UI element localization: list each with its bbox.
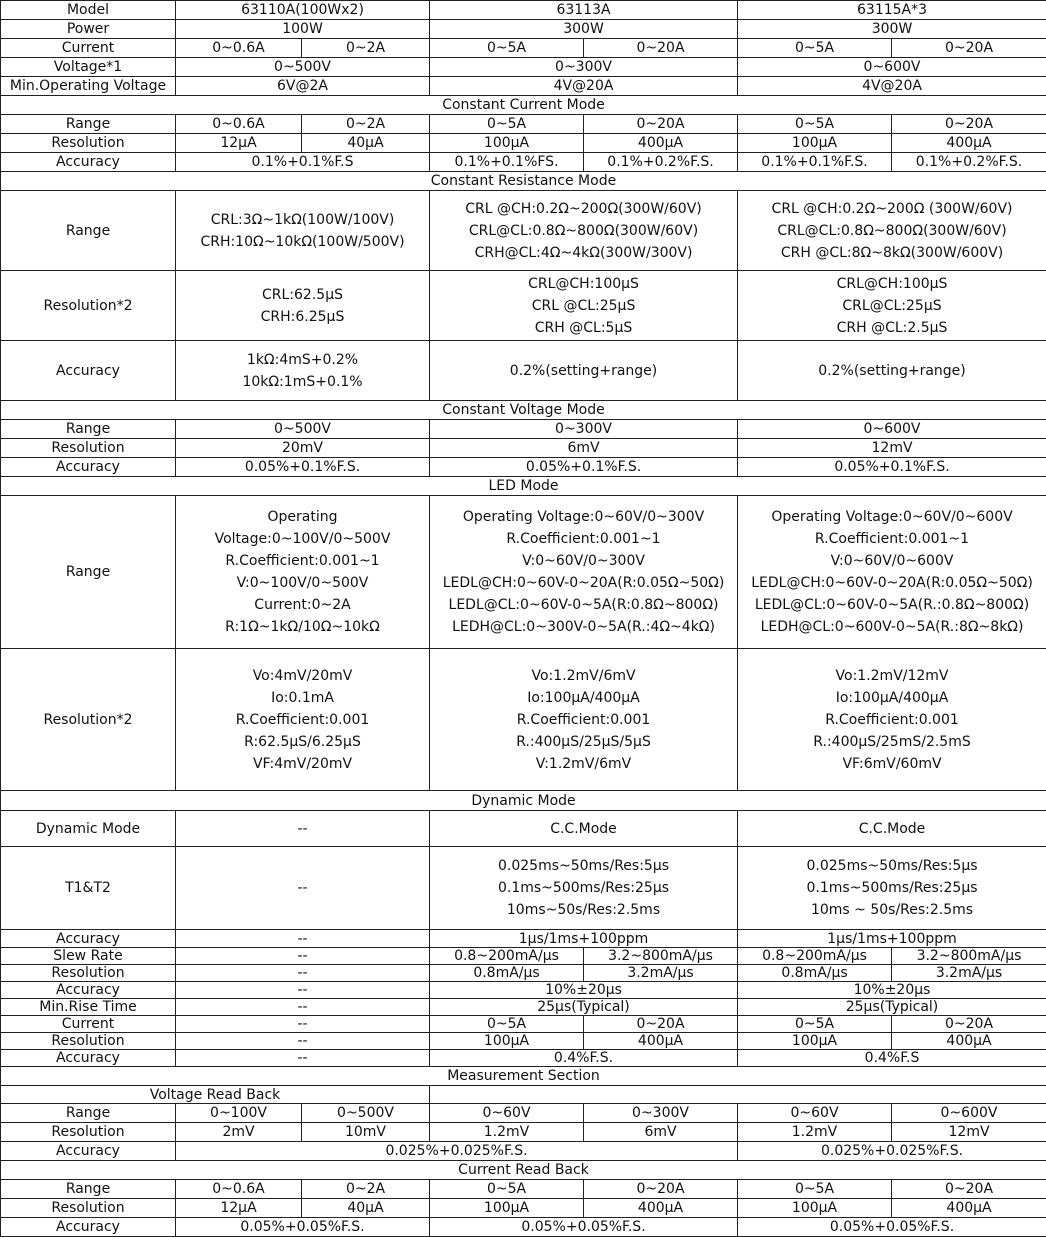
cell-line: R.Coefficient:0.001 xyxy=(178,709,427,731)
table-cell: 0.05%+0.1%F.S. xyxy=(430,458,738,477)
cell-line: R:1Ω~1kΩ/10Ω~10kΩ xyxy=(178,616,427,638)
row-label: T1&T2 xyxy=(1,847,176,930)
table-row xyxy=(1,649,1046,791)
table-row xyxy=(1,1180,1046,1199)
table-row xyxy=(1,1161,1046,1180)
cell-line: LEDL@CL:0~60V-0~5A(R:0.8Ω~800Ω) xyxy=(432,594,735,616)
table-row xyxy=(1,271,1046,341)
table-cell xyxy=(430,847,738,930)
table-row xyxy=(1,847,1046,930)
table-cell: 0.025%+0.025%F.S. xyxy=(738,1142,1046,1161)
table-cell xyxy=(176,496,430,649)
table-cell: 1μs/1ms+100ppm xyxy=(430,930,738,948)
cell-line: V:1.2mV/6mV xyxy=(432,753,735,775)
table-cell: 10%±20μs xyxy=(738,982,1046,999)
row-label: Accuracy xyxy=(1,930,176,948)
table-row xyxy=(1,115,1046,134)
section-heading: LED Mode xyxy=(1,477,1046,496)
row-label: Range xyxy=(1,115,176,134)
table-row xyxy=(1,477,1046,496)
table-cell: 300W xyxy=(738,20,1046,39)
table-cell: 0.05%+0.1%F.S. xyxy=(176,458,430,477)
table-cell: -- xyxy=(176,930,430,948)
table-row xyxy=(1,948,1046,965)
section-heading: Constant Current Mode xyxy=(1,96,1046,115)
table-cell: 0~20A xyxy=(892,39,1046,58)
table-cell: 25μs(Typical) xyxy=(430,999,738,1016)
cell-line: Vo:1.2mV/6mV xyxy=(432,665,735,687)
table-cell: 12μA xyxy=(176,1199,302,1218)
row-label: Resolution*2 xyxy=(1,271,176,341)
table-row xyxy=(1,1142,1046,1161)
table-cell: -- xyxy=(176,1033,430,1050)
table-row xyxy=(1,1,1046,20)
table-cell: 100W xyxy=(176,20,430,39)
row-label: Resolution xyxy=(1,1123,176,1142)
table-cell: -- xyxy=(176,948,430,965)
table-cell: 0~5A xyxy=(430,1180,584,1199)
table-cell: 0~600V xyxy=(738,420,1046,439)
cell-line: 0.1ms~500ms/Res:25μs xyxy=(740,877,1044,899)
table-cell: 4V@20A xyxy=(738,77,1046,96)
table-cell: 12mV xyxy=(738,439,1046,458)
cell-line: V:0~60V/0~300V xyxy=(432,550,735,572)
table-cell: 0~20A xyxy=(892,1180,1046,1199)
table-cell: 63115A*3 xyxy=(738,1,1046,20)
table-row xyxy=(1,172,1046,191)
table-cell: 300W xyxy=(430,20,738,39)
row-label: Range xyxy=(1,1104,176,1123)
table-cell: 0.05%+0.1%F.S. xyxy=(738,458,1046,477)
cell-line: LEDL@CH:0~60V-0~20A(R:0.05Ω~50Ω) xyxy=(740,572,1044,594)
row-label: Accuracy xyxy=(1,1142,176,1161)
table-cell: 100μA xyxy=(430,1033,584,1050)
table-row xyxy=(1,1104,1046,1123)
cell-line: CRL:3Ω~1kΩ(100W/100V) xyxy=(178,209,427,231)
table-cell: 0.8~200mA/μs xyxy=(430,948,584,965)
row-label: Accuracy xyxy=(1,1050,176,1067)
table-row xyxy=(1,191,1046,271)
row-label: Accuracy xyxy=(1,982,176,999)
row-label: Accuracy xyxy=(1,1218,176,1237)
row-label: Min.Rise Time xyxy=(1,999,176,1016)
cell-line: Io:100μA/400μA xyxy=(740,687,1044,709)
table-cell: 400μA xyxy=(584,1033,738,1050)
table-cell: 10%±20μs xyxy=(430,982,738,999)
table-row xyxy=(1,1123,1046,1142)
cell-line: 0.025ms~50ms/Res:5μs xyxy=(432,855,735,877)
section-heading: Constant Voltage Mode xyxy=(1,401,1046,420)
table-row xyxy=(1,1033,1046,1050)
cell-line: R.:400μS/25μS/5μS xyxy=(432,731,735,753)
row-label: Model xyxy=(1,1,176,20)
table-cell: 0~0.6A xyxy=(176,115,302,134)
table-cell: 400μA xyxy=(584,134,738,153)
cell-line: Operating xyxy=(178,506,427,528)
table-cell: 0~2A xyxy=(302,115,430,134)
table-cell: 0~20A xyxy=(892,115,1046,134)
cell-line: Voltage:0~100V/0~500V xyxy=(178,528,427,550)
table-cell: 0.8~200mA/μs xyxy=(738,948,892,965)
row-label: Range xyxy=(1,1180,176,1199)
table-cell: 0~60V xyxy=(430,1104,584,1123)
table-cell xyxy=(430,271,738,341)
table-row xyxy=(1,930,1046,948)
cell-line: CRL:62.5μS xyxy=(178,284,427,306)
table-row xyxy=(1,1218,1046,1237)
table-cell: 0~20A xyxy=(584,1180,738,1199)
table-cell: -- xyxy=(176,999,430,1016)
row-label: Accuracy xyxy=(1,341,176,401)
table-cell: 0.1%+0.2%F.S. xyxy=(584,153,738,172)
row-label: Slew Rate xyxy=(1,948,176,965)
table-cell: 0.1%+0.1%F.S xyxy=(176,153,430,172)
cell-line: R.Coefficient:0.001 xyxy=(432,709,735,731)
table-cell: 0~2A xyxy=(302,1180,430,1199)
table-cell: 0~300V xyxy=(584,1104,738,1123)
table-cell: 1μs/1ms+100ppm xyxy=(738,930,1046,948)
cell-line: CRL@CL:0.8Ω~800Ω(300W/60V) xyxy=(740,220,1044,242)
table-cell: 0~2A xyxy=(302,39,430,58)
table-cell: 0~300V xyxy=(430,420,738,439)
table-cell: 0.2%(setting+range) xyxy=(738,341,1046,401)
table-cell: 0~5A xyxy=(430,39,584,58)
table-cell: 0.1%+0.2%F.S. xyxy=(892,153,1046,172)
table-row xyxy=(1,401,1046,420)
table-cell: -- xyxy=(176,811,430,847)
table-row xyxy=(1,1086,1046,1104)
cell-line: CRL @CL:25μS xyxy=(432,295,735,317)
row-label: Current xyxy=(1,39,176,58)
table-cell: 0.05%+0.05%F.S. xyxy=(176,1218,430,1237)
table-row xyxy=(1,420,1046,439)
row-label: Range xyxy=(1,420,176,439)
table-cell: 0.1%+0.1%F.S. xyxy=(738,153,892,172)
table-cell: 400μA xyxy=(892,1033,1046,1050)
spec-table-body xyxy=(1,1,1046,1237)
row-label: Min.Operating Voltage xyxy=(1,77,176,96)
table-cell: 10mV xyxy=(302,1123,430,1142)
table-cell: 0.4%F.S. xyxy=(430,1050,738,1067)
table-cell: 100μA xyxy=(738,1199,892,1218)
table-cell: 0~500V xyxy=(302,1104,430,1123)
table-row xyxy=(1,341,1046,401)
table-row xyxy=(1,811,1046,847)
table-row xyxy=(1,58,1046,77)
table-cell: 0.1%+0.1%FS. xyxy=(430,153,584,172)
cell-line: 10kΩ:1mS+0.1% xyxy=(178,371,427,393)
table-row xyxy=(1,439,1046,458)
table-cell: 0.4%F.S xyxy=(738,1050,1046,1067)
table-cell: 12μA xyxy=(176,134,302,153)
table-cell: C.C.Mode xyxy=(738,811,1046,847)
table-cell: 0~600V xyxy=(738,58,1046,77)
table-cell: 0~100V xyxy=(176,1104,302,1123)
table-cell: 0~5A xyxy=(738,115,892,134)
table-cell xyxy=(738,496,1046,649)
table-cell: 0~5A xyxy=(738,1016,892,1033)
cell-line: LEDL@CH:0~60V-0~20A(R:0.05Ω~50Ω) xyxy=(432,572,735,594)
row-label: Range xyxy=(1,496,176,649)
table-cell: 0~5A xyxy=(430,115,584,134)
cell-line: R.Coefficient:0.001~1 xyxy=(178,550,427,572)
table-cell: 0.05%+0.05%F.S. xyxy=(738,1218,1046,1237)
cell-line: CRH @CL:2.5μS xyxy=(740,317,1044,339)
cell-line: CRL@CH:100μS xyxy=(432,273,735,295)
table-row xyxy=(1,1050,1046,1067)
cell-line: LEDH@CL:0~600V-0~5A(R.:8Ω~8kΩ) xyxy=(740,616,1044,638)
cell-line: V:0~100V/0~500V xyxy=(178,572,427,594)
cell-line: 0.025ms~50ms/Res:5μs xyxy=(740,855,1044,877)
table-row xyxy=(1,134,1046,153)
table-cell: 1.2mV xyxy=(738,1123,892,1142)
table-cell: -- xyxy=(176,1016,430,1033)
table-cell xyxy=(738,271,1046,341)
row-label: Current xyxy=(1,1016,176,1033)
cell-line: CRL@CH:100μS xyxy=(740,273,1044,295)
table-cell: 12mV xyxy=(892,1123,1046,1142)
row-label: Voltage*1 xyxy=(1,58,176,77)
cell-line: 1kΩ:4mS+0.2% xyxy=(178,349,427,371)
row-label: Resolution xyxy=(1,134,176,153)
table-cell: 0~0.6A xyxy=(176,1180,302,1199)
cell-line: Operating Voltage:0~60V/0~300V xyxy=(432,506,735,528)
table-cell: 0~20A xyxy=(584,39,738,58)
table-cell xyxy=(738,847,1046,930)
cell-line: Vo:4mV/20mV xyxy=(178,665,427,687)
table-cell: 400μA xyxy=(584,1199,738,1218)
table-row xyxy=(1,39,1046,58)
cell-line: Current:0~2A xyxy=(178,594,427,616)
section-heading: Constant Resistance Mode xyxy=(1,172,1046,191)
section-heading: Dynamic Mode xyxy=(1,791,1046,811)
table-cell: 0.05%+0.05%F.S. xyxy=(430,1218,738,1237)
table-row xyxy=(1,458,1046,477)
table-cell: -- xyxy=(176,847,430,930)
table-cell: 0~0.6A xyxy=(176,39,302,58)
table-cell xyxy=(176,341,430,401)
cell-line: 10ms~50s/Res:2.5ms xyxy=(432,899,735,921)
table-cell xyxy=(738,191,1046,271)
table-cell: 20mV xyxy=(176,439,430,458)
table-row xyxy=(1,20,1046,39)
cell-line: Io:100μA/400μA xyxy=(432,687,735,709)
table-cell xyxy=(176,649,430,791)
table-cell: -- xyxy=(176,1050,430,1067)
cell-line: R.Coefficient:0.001~1 xyxy=(432,528,735,550)
cell-line: CRL@CL:0.8Ω~800Ω(300W/60V) xyxy=(432,220,735,242)
table-cell: 0~5A xyxy=(738,39,892,58)
cell-line: CRH:6.25μS xyxy=(178,306,427,328)
cell-line: LEDL@CL:0~60V-0~5A(R.:0.8Ω~800Ω) xyxy=(740,594,1044,616)
table-cell: 0~20A xyxy=(892,1016,1046,1033)
cell-line: Vo:1.2mV/12mV xyxy=(740,665,1044,687)
cell-line: R.Coefficient:0.001 xyxy=(740,709,1044,731)
table-cell: 63110A(100Wx2) xyxy=(176,1,430,20)
table-cell: 0~20A xyxy=(584,115,738,134)
cell-line: LEDH@CL:0~300V-0~5A(R.:4Ω~4kΩ) xyxy=(432,616,735,638)
cell-line: CRL@CL:25μS xyxy=(740,295,1044,317)
cell-line: R.:400μS/25mS/2.5mS xyxy=(740,731,1044,753)
table-cell: 40μA xyxy=(302,1199,430,1218)
table-cell: 400μA xyxy=(892,1199,1046,1218)
row-label: Power xyxy=(1,20,176,39)
row-label: Voltage Read Back xyxy=(1,1086,430,1104)
table-cell: 100μA xyxy=(430,134,584,153)
section-heading: Measurement Section xyxy=(1,1067,1046,1086)
table-cell: 63113A xyxy=(430,1,738,20)
table-cell xyxy=(738,649,1046,791)
table-cell: 0~600V xyxy=(892,1104,1046,1123)
table-row xyxy=(1,1016,1046,1033)
row-label: Resolution xyxy=(1,965,176,982)
table-cell xyxy=(430,649,738,791)
table-cell: 3.2~800mA/μs xyxy=(584,948,738,965)
table-row xyxy=(1,965,1046,982)
cell-line: V:0~60V/0~600V xyxy=(740,550,1044,572)
table-cell: 0~500V xyxy=(176,58,430,77)
table-cell: 4V@20A xyxy=(430,77,738,96)
table-cell: 0~5A xyxy=(430,1016,584,1033)
row-label: Range xyxy=(1,191,176,271)
table-cell: 0~20A xyxy=(584,1016,738,1033)
cell-line: Operating Voltage:0~60V/0~600V xyxy=(740,506,1044,528)
table-cell: 100μA xyxy=(430,1199,584,1218)
cell-line: 10ms ~ 50s/Res:2.5ms xyxy=(740,899,1044,921)
table-cell: 400μA xyxy=(892,134,1046,153)
cell-line: Io:0.1mA xyxy=(178,687,427,709)
table-cell xyxy=(430,191,738,271)
cell-line: R:62.5μS/6.25μS xyxy=(178,731,427,753)
table-cell: 6mV xyxy=(430,439,738,458)
table-cell xyxy=(430,496,738,649)
table-cell: 0~500V xyxy=(176,420,430,439)
table-row xyxy=(1,1199,1046,1218)
cell-line: CRL @CH:0.2Ω~200Ω(300W/60V) xyxy=(432,198,735,220)
row-label: Resolution xyxy=(1,1199,176,1218)
row-label: Dynamic Mode xyxy=(1,811,176,847)
table-cell: 3.2mA/μs xyxy=(892,965,1046,982)
table-row xyxy=(1,496,1046,649)
table-cell: 40μA xyxy=(302,134,430,153)
section-heading: Current Read Back xyxy=(1,1161,1046,1180)
table-cell: 0~5A xyxy=(738,1180,892,1199)
table-cell: 3.2mA/μs xyxy=(584,965,738,982)
table-cell: 6mV xyxy=(584,1123,738,1142)
table-cell: 0.8mA/μs xyxy=(430,965,584,982)
row-label: Accuracy xyxy=(1,458,176,477)
cell-line: CRL @CH:0.2Ω~200Ω (300W/60V) xyxy=(740,198,1044,220)
table-cell: 0.8mA/μs xyxy=(738,965,892,982)
row-label: Resolution*2 xyxy=(1,649,176,791)
table-row xyxy=(1,791,1046,811)
table-cell xyxy=(430,1086,1046,1104)
table-cell: 6V@2A xyxy=(176,77,430,96)
row-label: Accuracy xyxy=(1,153,176,172)
table-cell: 3.2~800mA/μs xyxy=(892,948,1046,965)
table-row xyxy=(1,1067,1046,1086)
table-cell: -- xyxy=(176,982,430,999)
table-cell: -- xyxy=(176,965,430,982)
table-cell: 25μs(Typical) xyxy=(738,999,1046,1016)
table-row xyxy=(1,153,1046,172)
cell-line: 0.1ms~500ms/Res:25μs xyxy=(432,877,735,899)
cell-line: CRH:10Ω~10kΩ(100W/500V) xyxy=(178,231,427,253)
table-cell: 0~300V xyxy=(430,58,738,77)
table-cell: 0~60V xyxy=(738,1104,892,1123)
table-cell: 1.2mV xyxy=(430,1123,584,1142)
cell-line: CRH @CL:5μS xyxy=(432,317,735,339)
row-label: Resolution xyxy=(1,1033,176,1050)
cell-line: R.Coefficient:0.001~1 xyxy=(740,528,1044,550)
table-row xyxy=(1,77,1046,96)
table-cell: 100μA xyxy=(738,1033,892,1050)
table-row xyxy=(1,999,1046,1016)
table-row xyxy=(1,982,1046,999)
table-cell: C.C.Mode xyxy=(430,811,738,847)
table-cell: 100μA xyxy=(738,134,892,153)
table-cell: 0.025%+0.025%F.S. xyxy=(176,1142,738,1161)
table-cell: 2mV xyxy=(176,1123,302,1142)
table-row xyxy=(1,96,1046,115)
table-cell xyxy=(176,191,430,271)
row-label: Resolution xyxy=(1,439,176,458)
table-cell: 0.2%(setting+range) xyxy=(430,341,738,401)
cell-line: VF:4mV/20mV xyxy=(178,753,427,775)
cell-line: CRH@CL:4Ω~4kΩ(300W/300V) xyxy=(432,242,735,264)
table-cell xyxy=(176,271,430,341)
cell-line: CRH @CL:8Ω~8kΩ(300W/600V) xyxy=(740,242,1044,264)
cell-line: VF:6mV/60mV xyxy=(740,753,1044,775)
